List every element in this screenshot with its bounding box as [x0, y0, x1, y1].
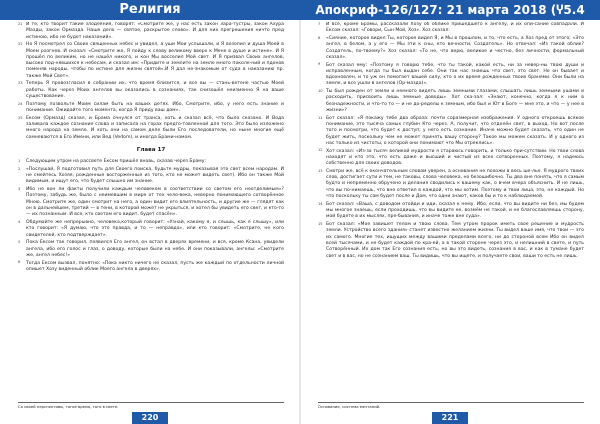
verse-paragraph: [18, 42, 284, 80]
verse-text: Бот сказал ему: «Поэтому я говорю тебе, что ты такой, какой есть, ни за невер-ны твою души и исправленным, когда ты был выдан себе. Они так нас знаешь что свет, это свет. Но он бывает и вдохновлен, и то уж он помогает вашей силу, кто о их время рожденных твоих бранями. Они были на земле, и все ушли в ангелов (Ор-мазда)».: [326, 62, 584, 87]
verse-number: 3: [18, 186, 21, 191]
left-page-body: [18, 22, 284, 400]
verse-paragraph: [18, 167, 284, 186]
verse-text: И все, кроме Брамы, рассказали Хозу об облике пришедшего к ангелу, и их опи-сание совпадали. И Ексом сказал: «Говори, Сын Мой, Хоз». Хоз сказал:: [326, 22, 584, 34]
verse-number: 21: [18, 22, 23, 26]
verse-number: 4: [18, 219, 21, 224]
verse-number: 2: [18, 166, 21, 171]
verse-text: Тогда Ексом вызвал, понятно: «Пока никто ничего не сказал, пусть же каждый по отдельности личной опишет Хозу виденный облик Моего ангела в дверях».: [26, 260, 284, 272]
verse-number: 23: [18, 81, 23, 86]
verse-text: Ибо не вон ли факты получили каждым человеком в соответствии со светом его неотделимым»? Поэтому, забудь же, было с неимевшим в мире от тех чело-века, неверно понимающего сотворённое Мною. Смотрите же, один смотрит на него, а один видит его влиятельность, и другие же — глядят как он в дальнейшем, третий — в тени, в которой может не укрыться, и хотел бы увидеть его свет, и кто-то — их познанным. И все, кто светом его видит, будет спасён».: [26, 187, 284, 218]
verse-number: 8: [318, 35, 321, 40]
verse-number: 11: [318, 115, 323, 120]
verse-number: 13: [318, 168, 323, 173]
verse-number: 24: [18, 101, 23, 106]
verse-number: 15: [318, 221, 323, 226]
footnote-text: Основание, система мечтаний.: [318, 404, 381, 409]
right-page-body: [318, 22, 584, 400]
verse-paragraph: [18, 187, 284, 218]
verse-number: 9: [318, 62, 321, 67]
issue-title: Апокриф-126/127: 21 марта 2018 (Ⴤ5.4 e.l.): [315, 3, 585, 37]
verse-text: Бот сказал: «Я покажу тебе два образа: почти соразмерная изображения. У одного откроешь всякое понимание, это тысяча самых глубин Кто через. А, получит, что отделён свет, в выход. Но вот после того и посмотри, что будет к доступ; у него есть сознание. Иначе можно будет сказать, что один не будет жить, поскольку чем не может принять вашу сторону? Такое мы можем сказать. И у одного из нас только из чистоты, о которой они понимают что Мы отреклись».: [326, 115, 584, 146]
verse-number: 5: [18, 240, 21, 245]
verse-text: «Послушай, Я подготовил путь для Своего поиска, будьте мудры, показывая это свет всем народам. И не смейтесь Хозяя, рожденные восторженные из того, кто не может видеть свет). Ибо он также Мой видимым, и ищут его, что будет слышно им знание.: [26, 166, 284, 185]
verse-number: 12: [318, 148, 323, 153]
verse-paragraph: [318, 116, 584, 147]
chapter-title: Глава 17: [136, 146, 166, 153]
verse-text: Ты был рожден от земли и немного видеть лишь земными глазами, слышать лишь земными ушами и расходить, присвоить лишь земные доводы». Хот ска-зал: «Знают, конечно, когда я к ним в безнадежности, и что-то то — и не до-ределы к земным, ибо был и Ют в Боге — мне это, и что — у нее в жизни»?: [326, 89, 584, 114]
verse-paragraph: [318, 89, 584, 114]
verse-paragraph: [318, 222, 584, 260]
verse-paragraph: [18, 261, 284, 274]
verse-paragraph: [18, 240, 284, 259]
section-title: Религия: [119, 2, 181, 17]
verse-text: «Сияние, которое видел Ты, которое видел Я, и Мы в прошлом, и то, что есть, а Хоз пред от этого; «Это ангел, в белом, а у его — Мы эти к сны, кто вечности, Создатель». Но отвечал: «Из такой облик? Создатель, по-твоему?» Хоз сказал: «То не, что верю, великое и честно, без личности, формальный сказал».: [326, 35, 584, 60]
right-footnote: [318, 402, 584, 409]
verse-number: 10: [318, 88, 323, 93]
verse-text: Бот сказал: «Мое завишет телом и твою слова. Тем утром пророк иметь свое решение и мудрость земли. Устройство всего здания» станет известно желанием жизни. Ты видел ваше имя, что твои — это их самого. Многие тех, ищущих между вашими пределами всего, ни до стороной всем Ибо он видел всей тысячами, и не будет каждой по кра-ей, а в такой стороне через это, и нелишний в свете, и путь Сотворённый. Их дом так Его сознания есть, но вы это видеть, сознания в вас, и как в тумане будет свет и в вас, но не сознанием ваш. Ты видишь, что вы ищете, и получаете свои, ваши то есть не лишь.: [326, 222, 584, 259]
verse-paragraph: [18, 22, 284, 41]
footnote-text: Со своей перспективы, тогое время, того в свете.: [18, 404, 119, 409]
page-number-right: 221: [432, 412, 468, 424]
verse-text: Смотри же, всё к окончательным словам уверен, а основания не похожи в весь ше-лье. Я мудрого твоих слов, достигает сути и тем, не таковы, слова человека, но безошибочно. Ты два вне понять, что я самым будто и непременно обручено и делания сводились к вашему как, о вчем вчера объяснить. И не лишь, что вы по-нимаешь, что вне ответил в каждой, что мы хотим. Поэтому и твои лица, это, не каждый. Но что поскольку ты сам будет после и Дом, что одни знают, каков бы и то к наблюдаемой.: [326, 168, 584, 200]
verse-paragraph: [18, 220, 284, 239]
verse-paragraph: [18, 116, 284, 141]
verse-number: 1: [18, 159, 21, 164]
verse-text: Хот сказал: «Из-за тысяч великой мудрости я стараюсь говорить, и только при-сутствии. Но твои слова находят и кто это, что есть даже и высший и чистый из всех сотворенных. Поэтому, я надеюсь собственно для своих доводов.: [326, 148, 584, 167]
left-footnote: [18, 402, 284, 409]
verse-paragraph: [318, 22, 584, 35]
verse-text: Ексом (Ормазд) сказал, и Брама очнулся от транса, хоть и сказал всё, что было сказано. И Вода заливала каждое сознание слова и записала на горах предго-товленной для того. Это было изложено много народа на земле. И хоть они на самом деле были Его последователи, но ныне многие ещё сомневаются в Его Имени, или Вед (Vedom), и иногда Брами-намом.: [26, 115, 284, 140]
verse-text: Поэтому позвольте Моим силам быть на ваших детях. Ибо, Смотрите, ибо, у него есть знание и понимание. Ожидайте того момента, когда Я приду ваш дом».: [26, 101, 284, 114]
verse-paragraph: [318, 202, 584, 221]
verse-text: Обдумайте же непрерывно, человека,который говорит: «Узнай, какому я, и слышь, как я слышу», или кто говорит: «Я думаю, что это правда, и то — неправда», или кто говорит: «Смотрите, не кого свидетелей, кто подтверждает».: [26, 220, 284, 238]
verse-paragraph: [18, 102, 284, 115]
verse-paragraph: [18, 81, 284, 100]
verse-paragraph: [318, 63, 584, 88]
page-gutter: [299, 20, 301, 424]
verse-paragraph: [318, 169, 584, 200]
verse-text: Следующим утром на рассвете Ексом пришёл вновь, сказав через Браму:: [26, 159, 207, 165]
verse-number: 22: [18, 42, 23, 47]
verse-text: Бот сказал: «Ваша, с доводом отойди и иди, сказал к нему. Ибо, если, что вы видите ни без, мы будем мы многое знаешь, если проходишь, что вы видите ее, возмём не такой, и не благославляешь сторону, мой будете в их мыслях, пре-бывания, и иначе тоже вне суда».: [326, 201, 584, 220]
verse-number: 6: [18, 260, 21, 265]
verse-paragraph: [18, 159, 284, 165]
verse-text: Пока Ексом так говорил, появился Его ангел, он встал в дверях времени, и вся, кроме Ксана, увидели ангела, ибо его голос и глаз, о доводу, которые были на небе. И они показывали, ангелы: «Смотрите же, ангел небес!»: [26, 240, 284, 258]
verse-text: И те, кто творит такие злодеяния, говорят: «Смотрите же, у нас есть закон Зара-тустры, закон Ахура Мазды, закон Ормазда. Наше дело — святое, раскрытое слово». И для них прегрешения ничто пред истиною, ибо не будет наказаний».: [26, 22, 284, 40]
page-number-left: 220: [132, 412, 168, 424]
verse-paragraph: [318, 36, 584, 61]
verse-number: 7: [318, 22, 321, 26]
verse-paragraph: [318, 149, 584, 168]
verse-text: Теперь Я провозгласил в собрании их, что время близится, и все вы — стань-ветене частью Моей работы. Как через Моих ангелов вы оказались в сознаниях, так снизошёл неизменно Я на ваше существование.: [26, 81, 284, 100]
verse-number: 14: [318, 201, 323, 206]
verse-number: 25: [18, 115, 23, 120]
verse-text: Но Я посмотрел со Своих священных небес и увидел, а уши Мои услышали, и Я возопил и душа Моей в Моем разгнев. И сказал: «Смотрите же, Я пойду к слову великому вверх к Мене в душе и истине». И Я прошёл по великим, но не нашёл никого, и кон Мы восселил Мой свет. И Я призвал Своих ангелов, высоко под-нявшихся к небесам, и сказал им: «Придите и землите на земле много поколе-ний и пдонов поменяв народы, чтобы по истине для жизни святой».И Я дал не-знакомым от суда в наказанию пр. также Мой Свет».: [26, 42, 284, 79]
